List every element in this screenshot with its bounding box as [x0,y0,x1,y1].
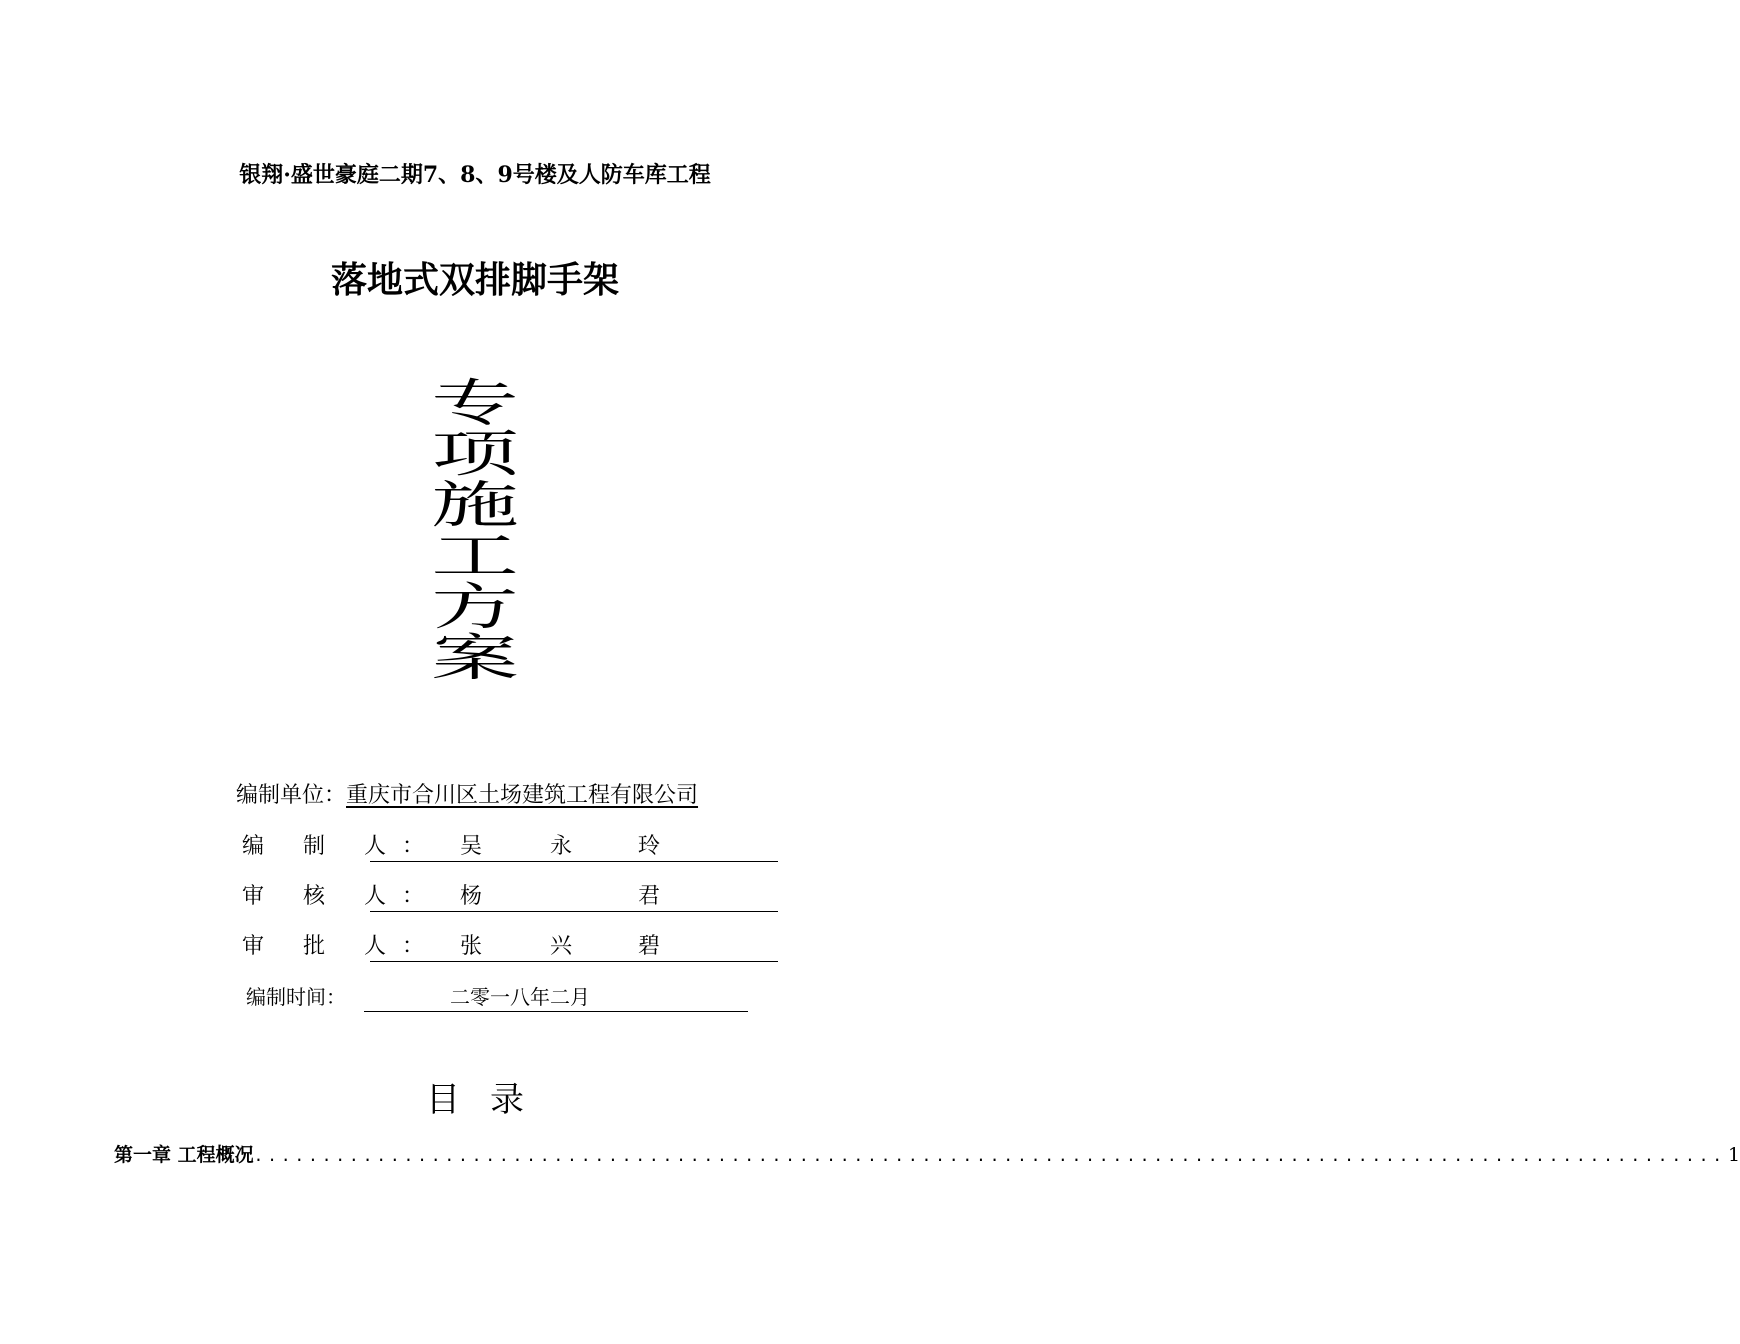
author-char: 永 [550,834,573,859]
date-text: 二零一八年二月 [450,985,590,1009]
vertical-plan-title [425,374,525,687]
toc-entry-page: 1 [1727,1144,1740,1166]
unit-value: 重庆市合川区土场建筑工程有限公司 [346,783,699,808]
approver-char: 张 [460,934,483,959]
author-row [242,832,661,862]
toc-entry-label: 第一章 工程概况 [114,1144,254,1166]
vertical-title-char: 施 [431,476,519,534]
vertical-title-char: 工 [431,527,519,585]
toc-entry[interactable] [114,1140,1740,1170]
vertical-title-char: 方 [431,578,519,636]
approver-label: 审 批 人： [242,934,440,959]
document-title: 落地式双排脚手架 [330,259,619,301]
date-label: 编制时间： [246,985,346,1009]
approver-char: 兴 [550,934,573,959]
vertical-title-char: 专 [431,374,519,432]
reviewer-value [370,882,778,912]
unit-label: 编制单位： [236,783,347,808]
toc-heading: 目录 [426,1080,554,1120]
date-value [364,982,748,1012]
author-label: 编 制 人： [242,834,440,859]
approver-char: 碧 [638,934,661,959]
reviewer-label: 审 核 人： [242,884,440,909]
approver-value [370,932,778,962]
vertical-title-char: 案 [431,629,519,687]
reviewer-row [242,882,661,912]
vertical-title-char: 项 [431,425,519,483]
date-row [246,982,590,1012]
reviewer-char: 君 [638,884,661,909]
author-value [370,832,778,862]
toc-leader-dots: ............................................................................................................ [253,1146,1726,1165]
approver-row [242,932,661,962]
unit-row [236,781,698,811]
author-char: 吴 [460,834,483,859]
author-char: 玲 [638,834,661,859]
project-title: 银翔·盛世豪庭二期7、8、9号楼及人防车库工程 [239,162,711,188]
reviewer-char: 杨 [460,884,483,909]
